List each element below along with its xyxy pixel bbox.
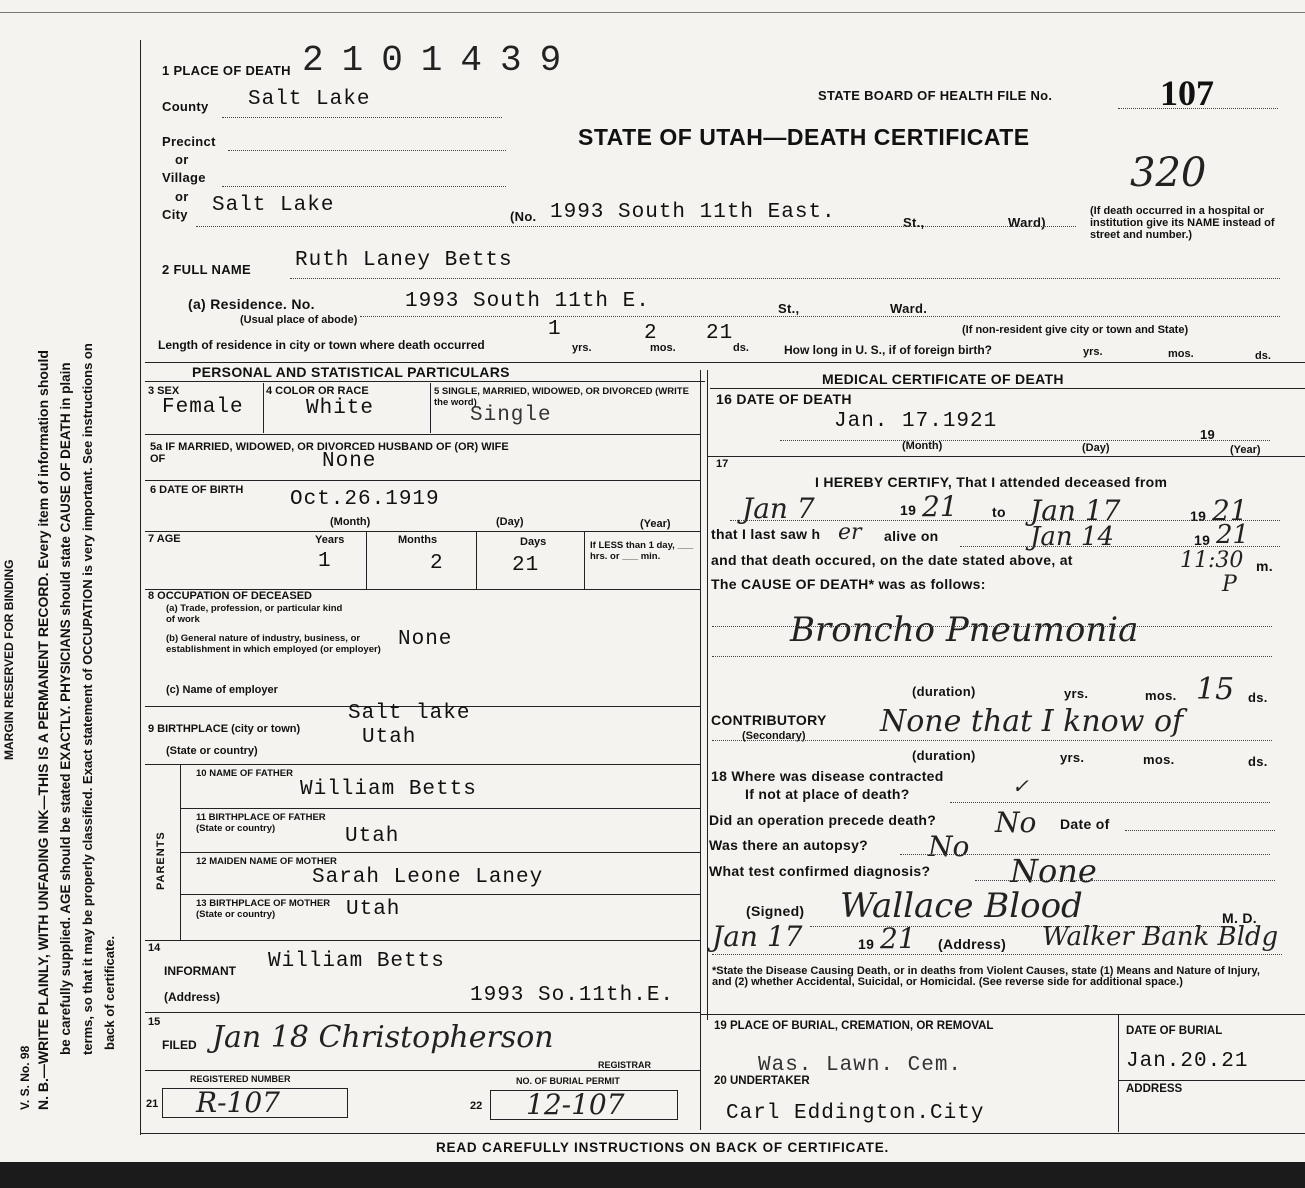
- operation-date-line: [1125, 830, 1275, 831]
- attended-from-date: Jan 7: [742, 492, 815, 525]
- precinct-line: [228, 150, 506, 151]
- instructions-line-4: back of certificate.: [102, 935, 117, 1050]
- cause-mos: mos.: [1145, 688, 1177, 703]
- top-edge: [0, 12, 1305, 13]
- signed-date: Jan 17: [712, 920, 803, 953]
- instructions-line-1: N. B.—WRITE PLAINLY, WITH UNFADING INK—THIS IS A PERMANENT RECORD. Every item of information should: [35, 350, 51, 1110]
- burial-permit-prefix: 22: [470, 1100, 483, 1112]
- scan-bottom-edge: [0, 1162, 1305, 1188]
- signed-address-label: (Address): [938, 936, 1007, 952]
- certificate-stamp-number: 2101439: [302, 40, 580, 81]
- contributory-label: CONTRIBUTORY: [711, 712, 827, 728]
- bottom-border: [140, 1133, 1305, 1134]
- row-rule-8: [180, 852, 700, 853]
- row-rule-7: [180, 808, 700, 809]
- dod-year-label: (Year): [1230, 444, 1261, 456]
- section-top-rule: [145, 362, 1305, 363]
- village-label: Village: [162, 170, 206, 185]
- left-border: [140, 40, 141, 1135]
- certify-text: I HEREBY CERTIFY, That I attended deceased from: [815, 474, 1168, 490]
- informant-label: INFORMANT: [164, 964, 236, 978]
- father-birthplace: Utah: [345, 825, 400, 848]
- mother-birthplace: Utah: [346, 898, 401, 921]
- non-resident-note: (If non-resident give city or town and State): [962, 324, 1189, 336]
- cause-line-1: [712, 626, 1272, 627]
- date-of-death-label: 16 DATE OF DEATH: [716, 391, 852, 407]
- registered-number-prefix: 21: [146, 1098, 159, 1110]
- date-of-burial-value: Jan.20.21: [1126, 1050, 1249, 1073]
- howlong-ds: ds.: [1255, 350, 1271, 362]
- file-number-value: 107: [1160, 73, 1214, 113]
- cause-ds: ds.: [1248, 690, 1268, 705]
- vs-number: V. S. No. 98: [18, 1045, 32, 1110]
- alive-year: 21: [1216, 520, 1250, 550]
- occupation-b-label: (b) General nature of industry, business, or establishment in which employed (or employer): [166, 633, 381, 655]
- occupation-label: 8 OCCUPATION OF DECEASED: [148, 590, 312, 602]
- how-long-label: How long in U. S., if of foreign birth?: [784, 343, 992, 357]
- spouse-value: None: [322, 450, 377, 473]
- from-19: 19: [900, 502, 917, 518]
- filed-signature: Jan 18 Christopherson: [212, 1020, 554, 1055]
- cause-of-death-value: Broncho Pneumonia: [790, 610, 1139, 650]
- cause-yrs: yrs.: [1064, 686, 1089, 701]
- length-ds-unit: ds.: [733, 342, 749, 354]
- burial-permit-value: 12-107: [526, 1088, 625, 1121]
- registered-number-label: REGISTERED NUMBER: [190, 1074, 291, 1084]
- personal-rule: [145, 381, 705, 382]
- age-years-label: Years: [315, 534, 345, 546]
- father-name: William Betts: [300, 778, 477, 801]
- occupation-value: None: [398, 628, 453, 651]
- cause-duration-days: 15: [1196, 672, 1235, 707]
- column-divider: [700, 370, 701, 1130]
- test-label: What test confirmed diagnosis?: [709, 863, 931, 879]
- alive-line: [960, 546, 1280, 547]
- attended-to-date: Jan 17: [1030, 494, 1121, 527]
- alive-on-label: alive on: [884, 528, 939, 544]
- dob-day-label: (Day): [496, 516, 524, 528]
- or-label-2: or: [175, 189, 189, 204]
- contracted-line: [950, 802, 1270, 803]
- autopsy-label: Was there an autopsy?: [709, 837, 869, 853]
- date-of-death-value: Jan. 17.1921: [834, 410, 998, 433]
- burial-rule: [700, 1014, 1305, 1015]
- age-years: 1: [318, 550, 332, 573]
- city-line: [196, 226, 1076, 227]
- signed-label: (Signed): [746, 903, 805, 919]
- attended-to-year: 21: [1212, 494, 1248, 527]
- operation-answer: No: [995, 806, 1037, 839]
- dod-month-label: (Month): [902, 440, 943, 452]
- test-line: [975, 880, 1275, 881]
- undertaker-value: Carl Eddington.City: [726, 1102, 985, 1125]
- registered-number-value: R-107: [196, 1086, 280, 1119]
- city-label: City: [162, 207, 188, 222]
- parents-label: PARENTS: [155, 831, 167, 890]
- death-occurred-label: and that death occured, on the date stated above, at: [711, 552, 1073, 568]
- file-line: [1118, 108, 1278, 109]
- footnote: *State the Disease Causing Death, or in deaths from Violent Causes, state (1) Means and Nature of Injury, and (2) whether Accidental, Suicidal, or Homicidal. (See reverse side for additional space.): [712, 965, 1260, 988]
- burial-place-label: 19 PLACE OF BURIAL, CREMATION, OR REMOVAL: [714, 1020, 994, 1032]
- burial-place-value: Was. Lawn. Cem.: [758, 1054, 963, 1077]
- row-rule-9: [180, 894, 700, 895]
- cause-duration-label: (duration): [912, 684, 976, 699]
- race-divider: [430, 383, 431, 433]
- physician-signature: Wallace Blood: [840, 886, 1083, 926]
- birth-city: Salt lake: [348, 702, 471, 725]
- county-label: County: [162, 99, 209, 114]
- residence-value: 1993 South 11th E.: [405, 290, 650, 313]
- race-value: White: [306, 397, 375, 420]
- employer-label: (c) Name of employer: [166, 684, 278, 696]
- margin-reserved-note: MARGIN RESERVED FOR BINDING: [2, 559, 16, 760]
- spouse-label: 5a IF MARRIED, WIDOWED, OR DIVORCED HUSBAND OF (OR) WIFE OF: [150, 441, 509, 465]
- row-rule-10: [145, 940, 700, 941]
- signed-year: 21: [880, 922, 916, 955]
- hospital-note: (If death occurred in a hospital or institution give its NAME instead of street and number.): [1090, 205, 1275, 241]
- death-street-value: 1993 South 11th East.: [550, 201, 836, 224]
- dod-nineteen: 19: [1200, 427, 1216, 442]
- birth-state: Utah: [362, 726, 417, 749]
- father-label: 10 NAME OF FATHER: [196, 768, 293, 779]
- instructions-line-2: be carefully supplied. AGE should be stated EXACTLY. PHYSICIANS should state CAUSE OF DEATH in plain: [58, 362, 73, 1055]
- disease-contracted-mark: ✓: [1012, 774, 1029, 798]
- row-rule-2: [145, 480, 700, 481]
- length-residence-label: Length of residence in city or town where death occurred: [158, 338, 485, 352]
- to-label: to: [992, 504, 1006, 520]
- row-rule-12: [145, 1070, 700, 1071]
- mother-name: Sarah Leone Laney: [312, 866, 544, 889]
- dob-month-label: (Month): [330, 516, 371, 528]
- burial-divider: [1118, 1014, 1119, 1132]
- age-div-2: [476, 531, 477, 589]
- attended-line: [730, 520, 1280, 521]
- secondary-label: (Secondary): [742, 730, 806, 742]
- contrib-duration-label: (duration): [912, 748, 976, 763]
- street-ward-label: Ward): [1008, 215, 1046, 230]
- to-19: 19: [1190, 508, 1207, 524]
- signed-19: 19: [858, 936, 875, 952]
- residence-st-label: St.,: [778, 301, 800, 316]
- residence-ward-label: Ward.: [890, 301, 928, 316]
- registrar-label: REGISTRAR: [598, 1060, 652, 1070]
- cause-line-2: [712, 656, 1272, 657]
- length-years: 1: [548, 318, 562, 341]
- alive-19: 19: [1194, 532, 1211, 548]
- howlong-yrs: yrs.: [1083, 346, 1103, 358]
- file-number-label: STATE BOARD OF HEALTH FILE No.: [818, 88, 1053, 103]
- not-at-place-label: If not at place of death?: [745, 786, 910, 802]
- age-days-label: Days: [520, 536, 547, 548]
- address-line: [712, 954, 1282, 955]
- time-m-label: m.: [1256, 558, 1273, 574]
- last-saw-label: that I last saw h: [711, 526, 821, 542]
- place-of-death-label: 1 PLACE OF DEATH: [162, 63, 291, 78]
- form-title: STATE OF UTAH—DEATH CERTIFICATE: [578, 124, 1030, 150]
- certify-number: 17: [716, 458, 729, 470]
- physician-address: Walker Bank Bldg: [1042, 922, 1279, 952]
- test-answer: None: [1010, 852, 1097, 890]
- contrib-yrs: yrs.: [1060, 750, 1085, 765]
- filed-label: FILED: [162, 1038, 197, 1052]
- medical-rule: [710, 388, 1305, 389]
- contrib-mos: mos.: [1143, 752, 1175, 767]
- dob-value: Oct.26.1919: [290, 488, 440, 511]
- attended-from-year: 21: [922, 490, 958, 523]
- handwritten-number: 320: [1130, 150, 1207, 196]
- mother-label: 12 MAIDEN NAME OF MOTHER: [196, 856, 337, 867]
- autopsy-answer: No: [928, 830, 970, 863]
- disease-contracted-label: 18 Where was disease contracted: [711, 768, 944, 784]
- less-than-label: If LESS than 1 day, ___ hrs. or ___ min.: [590, 540, 694, 562]
- operation-date-label: Date of: [1060, 816, 1110, 832]
- filed-number: 15: [148, 1016, 161, 1028]
- dob-year-label: (Year): [640, 518, 671, 530]
- street-st-label: St.,: [903, 215, 925, 230]
- length-days: 21: [706, 322, 734, 345]
- cause-of-death-label: The CAUSE OF DEATH* was as follows:: [711, 576, 986, 592]
- full-name-value: Ruth Laney Betts: [295, 249, 513, 272]
- occupation-a-label: (a) Trade, profession, or particular kind of work: [166, 603, 343, 625]
- race-label: 4 COLOR OR RACE: [266, 385, 369, 397]
- birthplace-sub-label: (State or country): [166, 745, 258, 757]
- md-label: M. D.: [1222, 910, 1257, 926]
- marital-value: Single: [470, 404, 552, 427]
- length-mos-unit: mos.: [650, 342, 676, 354]
- street-no-label: (No.: [510, 209, 537, 224]
- city-value: Salt Lake: [212, 194, 335, 217]
- full-name-label: 2 FULL NAME: [162, 262, 252, 277]
- medical-heading: MEDICAL CERTIFICATE OF DEATH: [822, 371, 1064, 387]
- time-pm: P: [1222, 572, 1237, 597]
- howlong-mos: mos.: [1168, 348, 1194, 360]
- personal-heading: PERSONAL AND STATISTICAL PARTICULARS: [192, 364, 510, 380]
- county-line: [222, 117, 502, 118]
- contributory-value: None that I know of: [880, 704, 1184, 739]
- undertaker-label: 20 UNDERTAKER: [714, 1075, 810, 1087]
- age-div-1: [366, 531, 367, 589]
- sex-label: 3 SEX: [148, 385, 180, 397]
- age-months: 2: [430, 552, 444, 575]
- village-line: [222, 186, 506, 187]
- last-saw-her: er: [838, 520, 862, 545]
- or-label-1: or: [175, 152, 189, 167]
- row-rule-11: [145, 1012, 700, 1013]
- operation-label: Did an operation precede death?: [709, 812, 937, 828]
- dod-line: [780, 440, 1270, 441]
- birthplace-label: 9 BIRTHPLACE (city or town): [148, 723, 301, 735]
- burial-permit-label: NO. OF BURIAL PERMIT: [516, 1076, 620, 1086]
- name-line: [290, 278, 1280, 279]
- length-yrs-unit: yrs.: [572, 342, 592, 354]
- length-months: 2: [644, 322, 658, 345]
- informant-address-label: (Address): [164, 990, 221, 1004]
- burial-date-rule: [1118, 1080, 1305, 1081]
- date-of-burial-label: DATE OF BURIAL: [1126, 1025, 1223, 1037]
- precinct-label: Precinct: [162, 134, 216, 149]
- age-months-label: Months: [398, 534, 438, 546]
- contrib-line: [712, 740, 1272, 741]
- row-rule-1: [145, 434, 700, 435]
- time-of-death: 11:30: [1180, 548, 1244, 573]
- age-days: 21: [512, 554, 540, 577]
- residence-line: [360, 316, 1280, 317]
- informant-name: William Betts: [268, 950, 445, 973]
- sex-value: Female: [162, 396, 244, 419]
- row-rule-3: [145, 531, 700, 532]
- age-div-3: [584, 531, 585, 589]
- informant-number: 14: [148, 942, 161, 954]
- address-column-label: ADDRESS: [1126, 1083, 1183, 1095]
- alive-date: Jan 14: [1030, 522, 1115, 552]
- footer-instructions: READ CAREFULLY INSTRUCTIONS ON BACK OF CERTIFICATE.: [436, 1140, 890, 1155]
- sex-divider: [263, 383, 264, 433]
- father-birthplace-label: 11 BIRTHPLACE OF FATHER (State or country): [196, 812, 326, 834]
- county-value: Salt Lake: [248, 88, 371, 111]
- contrib-ds: ds.: [1248, 754, 1268, 769]
- instructions-line-3: terms, so that it may be properly classified. Exact statement of OCCUPATION is very important. See instructions on: [80, 343, 95, 1055]
- age-label: 7 AGE: [148, 533, 181, 545]
- informant-address: 1993 So.11th.E.: [470, 984, 675, 1007]
- marital-label: 5 SINGLE, MARRIED, WIDOWED, OR DIVORCED (WRITE the word): [434, 386, 689, 408]
- dob-label: 6 DATE OF BIRTH: [150, 484, 244, 496]
- usual-abode-label: (Usual place of abode): [240, 314, 358, 326]
- med-rule-1: [707, 456, 1305, 457]
- row-rule-6: [145, 764, 700, 765]
- mother-birthplace-label: 13 BIRTHPLACE OF MOTHER (State or country): [196, 898, 331, 920]
- residence-label: (a) Residence. No.: [188, 296, 315, 312]
- dod-day-label: (Day): [1082, 442, 1110, 454]
- column-divider-2: [707, 370, 708, 1020]
